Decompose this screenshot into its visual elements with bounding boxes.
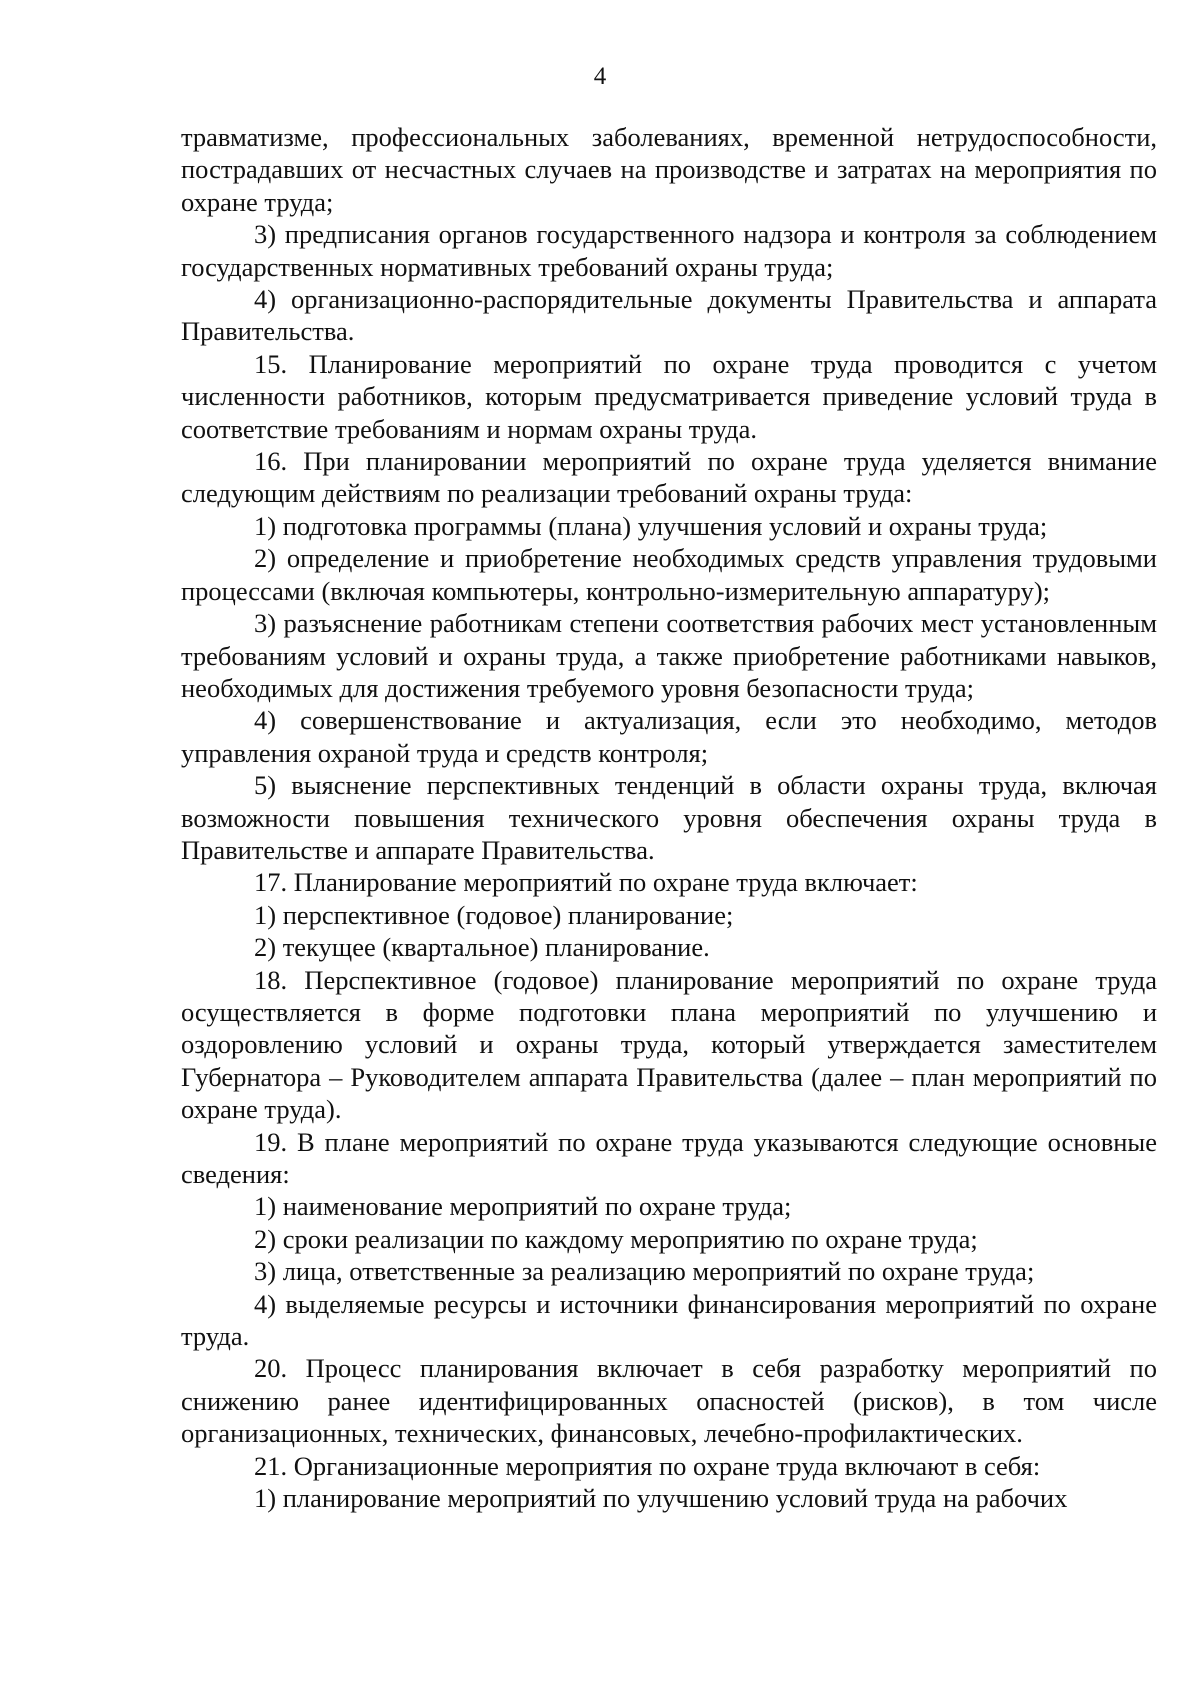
- clause-19-item-2: 2) сроки реализации по каждому мероприятию по охране труда;: [254, 1223, 978, 1254]
- clause-18: 18. Перспективное (годовое) планирование мероприятий по охране труда осуществляется в форме подготовки плана мероприятий по улучшению и оздоровлению условий и охраны труда, который утверждается заместителем Губернатора – Руководителем аппарата Правительства (далее – план мероприятий по охране труда).: [181, 964, 1157, 1125]
- list-item-4-directive-documents: 4) организационно-распорядительные документы Правительства и аппарата Правительства.: [181, 284, 1157, 347]
- clause-15: 15. Планирование мероприятий по охране труда проводится с учетом численности работников, которым предусматривается приведение условий труда в соответствие требованиям и нормам охраны труда.: [181, 348, 1157, 444]
- clause-16-item-2: 2) определение и приобретение необходимых средств управления трудовыми процессами (включая компьютеры, контрольно-измерительную аппаратуру);: [181, 543, 1157, 606]
- page-number: 4: [593, 63, 607, 90]
- clause-16: 16. При планировании мероприятий по охране труда уделяется внимание следующим действиям по реализации требований охраны труда:: [181, 446, 1157, 509]
- clause-19-item-3: 3) лица, ответственные за реализацию мероприятий по охране труда;: [254, 1256, 1035, 1287]
- clause-17-item-2: 2) текущее (квартальное) планирование.: [254, 932, 710, 963]
- clause-17-item-1: 1) перспективное (годовое) планирование;: [254, 899, 734, 930]
- clause-16-item-4: 4) совершенствование и актуализация, если это необходимо, методов управления охраной труда и средств контроля;: [181, 705, 1157, 768]
- clause-16-item-5: 5) выяснение перспективных тенденций в области охраны труда, включая возможности повышения технического уровня обеспечения охраны труда в Правительстве и аппарате Правительства.: [181, 770, 1157, 865]
- clause-16-item-3: 3) разъяснение работникам степени соответствия рабочих мест установленным требованиям условий и охраны труда, а также приобретение работниками навыков, необходимых для достижения требуемого уровня безопасности труда;: [181, 608, 1157, 703]
- document-body: [181, 121, 1157, 1514]
- clause-17: 17. Планирование мероприятий по охране труда включает:: [254, 867, 918, 898]
- clause-21-item-1: 1) планирование мероприятий по улучшению условий труда на рабочих: [254, 1483, 1068, 1514]
- clause-19: 19. В плане мероприятий по охране труда указываются следующие основные сведения:: [181, 1126, 1157, 1189]
- paragraph-continuation: травматизме, профессиональных заболеваниях, временной нетрудоспособности, пострадавших от несчастных случаев на производстве и затратах на мероприятия по охране труда;: [181, 122, 1157, 217]
- list-item-3-prescriptions: 3) предписания органов государственного надзора и контроля за соблюдением государственных нормативных требований охраны труда;: [181, 219, 1157, 282]
- clause-19-item-4: 4) выделяемые ресурсы и источники финансирования мероприятий по охране труда.: [181, 1288, 1157, 1352]
- clause-20: 20. Процесс планирования включает в себя разработку мероприятий по снижению ранее идентифицированных опасностей (рисков), в том числе организационных, технических, финансовых, лечебно-профилактических.: [181, 1353, 1157, 1449]
- clause-19-item-1: 1) наименование мероприятий по охране труда;: [254, 1191, 792, 1222]
- clause-21: 21. Организационные мероприятия по охране труда включают в себя:: [254, 1450, 1041, 1481]
- clause-16-item-1: 1) подготовка программы (плана) улучшения условий и охраны труда;: [254, 510, 1048, 541]
